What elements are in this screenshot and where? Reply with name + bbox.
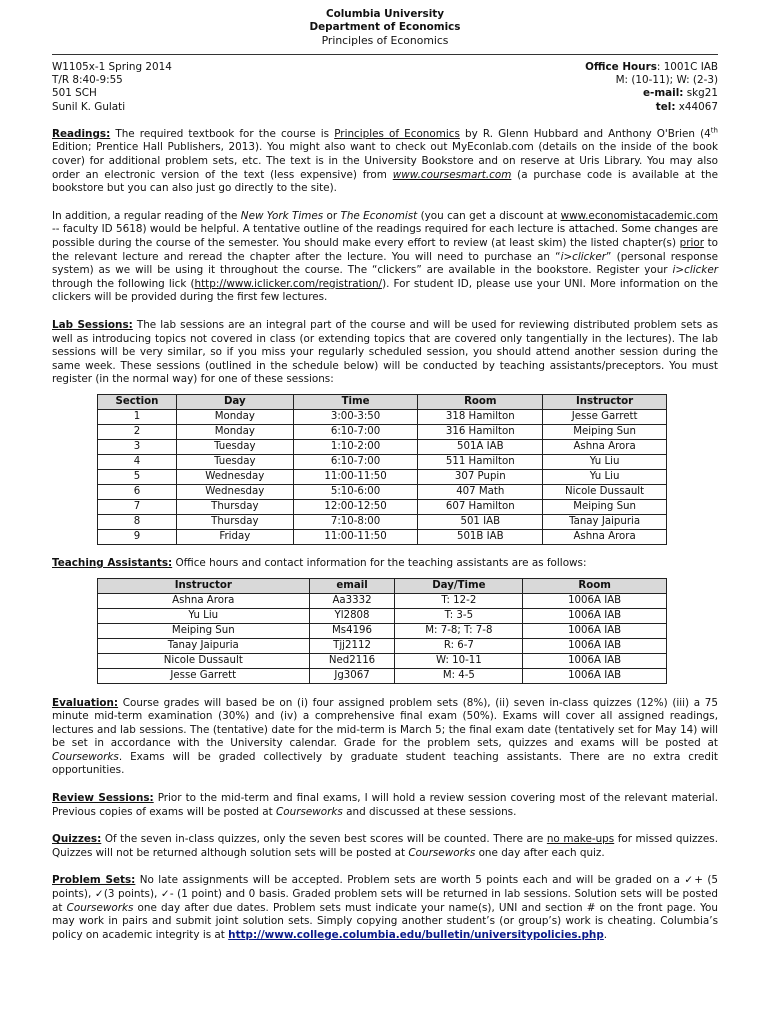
- table-cell: T: 3-5: [395, 608, 523, 623]
- problem-sets-paragraph: Problem Sets: No late assignments will be accepted. Problem sets are worth 5 points each and will be graded on a ✓+ (5 points), ✓(3 points), ✓- (1 point) and 0 basis. Graded problem sets will be returned in lab sessions. Solution sets will be posted at Courseworks one day after due dates. Problem sets must indicate your name(s), UNI and section # on the front page. You may work in pairs and submit joint solution sets. Simply copying another student’s (or group’s) work is cheating. Columbia’s policy on academic integrity is at http://www.college.columbia.edu/bulletin/universitypolicies.php.: [52, 874, 718, 941]
- table-cell: Thursday: [176, 514, 293, 529]
- table-cell: 6:10-7:00: [293, 454, 418, 469]
- table-cell: Nicole Dussault: [98, 653, 310, 668]
- syllabus-page: [52, 8, 718, 942]
- course-details: [52, 61, 172, 114]
- course-schedule: T/R 8:40-9:55: [52, 74, 123, 87]
- course-room: 501 SCH: [52, 87, 97, 100]
- table-cell: Ms4196: [309, 623, 395, 638]
- textbook-title: Principles of Economics: [334, 127, 460, 140]
- readings-extra-paragraph: In addition, a regular reading of the New York Times or The Economist (you can get a discount at www.economistacademic.com -- faculty ID 5618) would be helpful. A tentative outline of the readings required for each lecture is attached. Some changes are possible during the course of the semester. You should make every effort to review (at least skim) the listed chapter(s) prior to the relevant lecture and reread the chapter after the lecture. You will need to purchase an “i>clicker” (personal response system) as we will be using it throughout the course. The “clickers” are available in the bookstore. Register your i>clicker through the following lick (http://www.iclicker.com/registration/). For student ID, please use your UNI. More information on the clickers will be provided during the first few lectures.: [52, 209, 718, 304]
- table-cell: Tanay Jaipuria: [98, 638, 310, 653]
- table-cell: Wednesday: [176, 484, 293, 499]
- iclicker-registration-link[interactable]: http://www.iclicker.com/registration/: [194, 277, 383, 290]
- table-cell: Jg3067: [309, 668, 395, 683]
- table-cell: 607 Hamilton: [418, 499, 543, 514]
- table-cell: M: 7-8; T: 7-8: [395, 623, 523, 638]
- table-cell: Meiping Sun: [543, 424, 667, 439]
- table-cell: Nicole Dussault: [543, 484, 667, 499]
- table-cell: 1006A IAB: [523, 653, 667, 668]
- table-cell: 4: [98, 454, 177, 469]
- table-cell: Yu Liu: [543, 469, 667, 484]
- table-cell: 501B IAB: [418, 529, 543, 544]
- table-cell: Tuesday: [176, 454, 293, 469]
- readings-label: Readings:: [52, 127, 111, 140]
- readings-paragraph: Readings: The required textbook for the course is Principles of Economics by R. Glenn Hubbard and Anthony O'Brien (4th Edition; Prentice Hall Publishers, 2013). You might also want to check out MyEconlab.com (details on the inside of the book cover) for additional problem sets, etc. The text is in the University Bookstore and on reserve at Uris Library. You may also order an electronic version of the text (less expensive) from www.coursesmart.com (a purchase code is available at the bookstore but you can also just go directly to the site).: [52, 126, 718, 195]
- economist-academic-link[interactable]: www.economistacademic.com: [560, 209, 718, 222]
- teaching-assistant-row: [98, 608, 667, 623]
- quizzes-label: Quizzes:: [52, 833, 102, 846]
- lab-session-row: [98, 514, 667, 529]
- table-cell: M: 4-5: [395, 668, 523, 683]
- table-cell: Yu Liu: [98, 608, 310, 623]
- table-cell: 1006A IAB: [523, 608, 667, 623]
- table-cell: Aa3332: [309, 593, 395, 608]
- column-header: Instructor: [543, 394, 667, 409]
- table-cell: 307 Pupin: [418, 469, 543, 484]
- lab-session-row: [98, 529, 667, 544]
- table-cell: Ashna Arora: [98, 593, 310, 608]
- teaching-assistant-row: [98, 653, 667, 668]
- teaching-assistant-row: [98, 623, 667, 638]
- lab-session-row: [98, 454, 667, 469]
- table-cell: 11:00-11:50: [293, 529, 418, 544]
- table-cell: 501A IAB: [418, 439, 543, 454]
- table-cell: Monday: [176, 409, 293, 424]
- column-header: Time: [293, 394, 418, 409]
- table-cell: W: 10-11: [395, 653, 523, 668]
- course-code: W1105x-1 Spring 2014: [52, 61, 172, 73]
- document-header: [52, 8, 718, 47]
- table-cell: Tjj2112: [309, 638, 395, 653]
- table-cell: Ashna Arora: [543, 439, 667, 454]
- table-cell: 1006A IAB: [523, 593, 667, 608]
- table-cell: T: 12-2: [395, 593, 523, 608]
- column-header: Instructor: [98, 578, 310, 593]
- table-cell: Yl2808: [309, 608, 395, 623]
- table-cell: 7:10-8:00: [293, 514, 418, 529]
- table-header-row: [98, 394, 667, 409]
- table-cell: Ned2116: [309, 653, 395, 668]
- teaching-assistants-table: [97, 578, 667, 684]
- teaching-assistant-row: [98, 593, 667, 608]
- table-cell: Ashna Arora: [543, 529, 667, 544]
- table-cell: 5: [98, 469, 177, 484]
- table-cell: 1: [98, 409, 177, 424]
- evaluation-paragraph: Evaluation: Course grades will based be on (i) four assigned problem sets (8%), (ii) seven in-class quizzes (12%) (iii) a 75 minute mid-term examination (30%) and (iv) a comprehensive final exam (50%). Exams will cover all assigned readings, lectures and lab sessions. The (tentative) date for the mid-term is March 5; the final exam date (tentatively set for May 14) will be set in accordance with the University calendar. Grade for the problem sets, quizzes and exams will be posted at Courseworks. Exams will be graded collectively by graduate student teaching assistants. There are no extra credit opportunities.: [52, 696, 718, 777]
- course-title: Principles of Economics: [321, 34, 449, 47]
- table-cell: 8: [98, 514, 177, 529]
- table-cell: Meiping Sun: [543, 499, 667, 514]
- table-cell: 3:00-3:50: [293, 409, 418, 424]
- coursesmart-link[interactable]: www.coursesmart.com: [392, 168, 512, 181]
- table-cell: Meiping Sun: [98, 623, 310, 638]
- column-header: Day/Time: [395, 578, 523, 593]
- academic-integrity-link[interactable]: http://www.college.columbia.edu/bulletin/universitypolicies.php: [228, 928, 604, 941]
- table-cell: 12:00-12:50: [293, 499, 418, 514]
- nyt-title: New York Times: [240, 209, 324, 222]
- table-cell: Thursday: [176, 499, 293, 514]
- table-cell: Yu Liu: [543, 454, 667, 469]
- header-divider: [52, 54, 718, 55]
- table-cell: 1006A IAB: [523, 623, 667, 638]
- problem-sets-label: Problem Sets:: [52, 874, 136, 887]
- table-cell: 6:10-7:00: [293, 424, 418, 439]
- table-cell: 316 Hamilton: [418, 424, 543, 439]
- university-name: Columbia University: [325, 8, 444, 20]
- table-cell: 9: [98, 529, 177, 544]
- office-hours-times: M: (10-11); W: (2-3): [615, 74, 718, 87]
- column-header: Section: [98, 394, 177, 409]
- review-sessions-paragraph: Review Sessions: Prior to the mid-term and final exams, I will hold a review session covering most of the relevant material. Previous copies of exams will be posted at Courseworks and discussed at these sessions.: [52, 792, 719, 818]
- economist-title: The Economist: [340, 209, 418, 222]
- lab-session-row: [98, 484, 667, 499]
- table-cell: Wednesday: [176, 469, 293, 484]
- table-cell: 318 Hamilton: [418, 409, 543, 424]
- table-cell: Jesse Garrett: [543, 409, 667, 424]
- table-cell: 511 Hamilton: [418, 454, 543, 469]
- column-header: Room: [418, 394, 543, 409]
- table-cell: 6: [98, 484, 177, 499]
- column-header: Room: [523, 578, 667, 593]
- lab-session-row: [98, 499, 667, 514]
- table-cell: Tuesday: [176, 439, 293, 454]
- table-header-row: [98, 578, 667, 593]
- review-sessions-label: Review Sessions:: [52, 792, 154, 805]
- table-cell: 501 IAB: [418, 514, 543, 529]
- course-info: [52, 61, 718, 114]
- lab-sessions-label: Lab Sessions:: [52, 318, 133, 331]
- quizzes-paragraph: Quizzes: Of the seven in-class quizzes, only the seven best scores will be counted. There are no make-ups for missed quizzes. Quizzes will not be returned although solution sets will be posted at Courseworks one day after each quiz.: [52, 833, 718, 859]
- lab-session-row: [98, 409, 667, 424]
- evaluation-label: Evaluation:: [52, 696, 119, 709]
- table-cell: 2: [98, 424, 177, 439]
- table-cell: 3: [98, 439, 177, 454]
- teaching-assistant-row: [98, 668, 667, 683]
- instructor-contact: [585, 61, 718, 114]
- department-name: Department of Economics: [309, 21, 461, 33]
- table-cell: 5:10-6:00: [293, 484, 418, 499]
- table-cell: Friday: [176, 529, 293, 544]
- table-cell: 1:10-2:00: [293, 439, 418, 454]
- teaching-assistants-paragraph: Teaching Assistants: Office hours and contact information for the teaching assistants are as follows:: [52, 556, 587, 569]
- instructor-phone: tel: x44067: [655, 100, 718, 113]
- table-cell: R: 6-7: [395, 638, 523, 653]
- lab-session-row: [98, 424, 667, 439]
- instructor-name: Sunil K. Gulati: [52, 100, 126, 113]
- table-cell: 11:00-11:50: [293, 469, 418, 484]
- office-hours-location: Office Hours: 1001C IAB: [585, 61, 718, 73]
- table-cell: Tanay Jaipuria: [543, 514, 667, 529]
- lab-sessions-table: [97, 394, 667, 545]
- lab-session-row: [98, 439, 667, 454]
- teaching-assistant-row: [98, 638, 667, 653]
- column-header: Day: [176, 394, 293, 409]
- column-header: email: [309, 578, 395, 593]
- lab-session-row: [98, 469, 667, 484]
- table-cell: Jesse Garrett: [98, 668, 310, 683]
- instructor-email: e-mail: skg21: [642, 87, 718, 100]
- table-cell: 7: [98, 499, 177, 514]
- table-cell: 1006A IAB: [523, 668, 667, 683]
- table-cell: Monday: [176, 424, 293, 439]
- table-cell: 1006A IAB: [523, 638, 667, 653]
- table-cell: 407 Math: [418, 484, 543, 499]
- teaching-assistants-label: Teaching Assistants:: [52, 556, 173, 569]
- lab-sessions-paragraph: Lab Sessions: The lab sessions are an integral part of the course and will be used for reviewing distributed problem sets as well as introducing topics not covered in class (or extending topics that are covered only tangentially in the lectures). The lab sessions will be very similar, so if you miss your regularly scheduled session, you should attend another session during the same week. These sessions (outlined in the schedule below) will be conducted by teaching assistants/preceptors. You must register (in the normal way) for one of these sessions:: [52, 318, 718, 386]
